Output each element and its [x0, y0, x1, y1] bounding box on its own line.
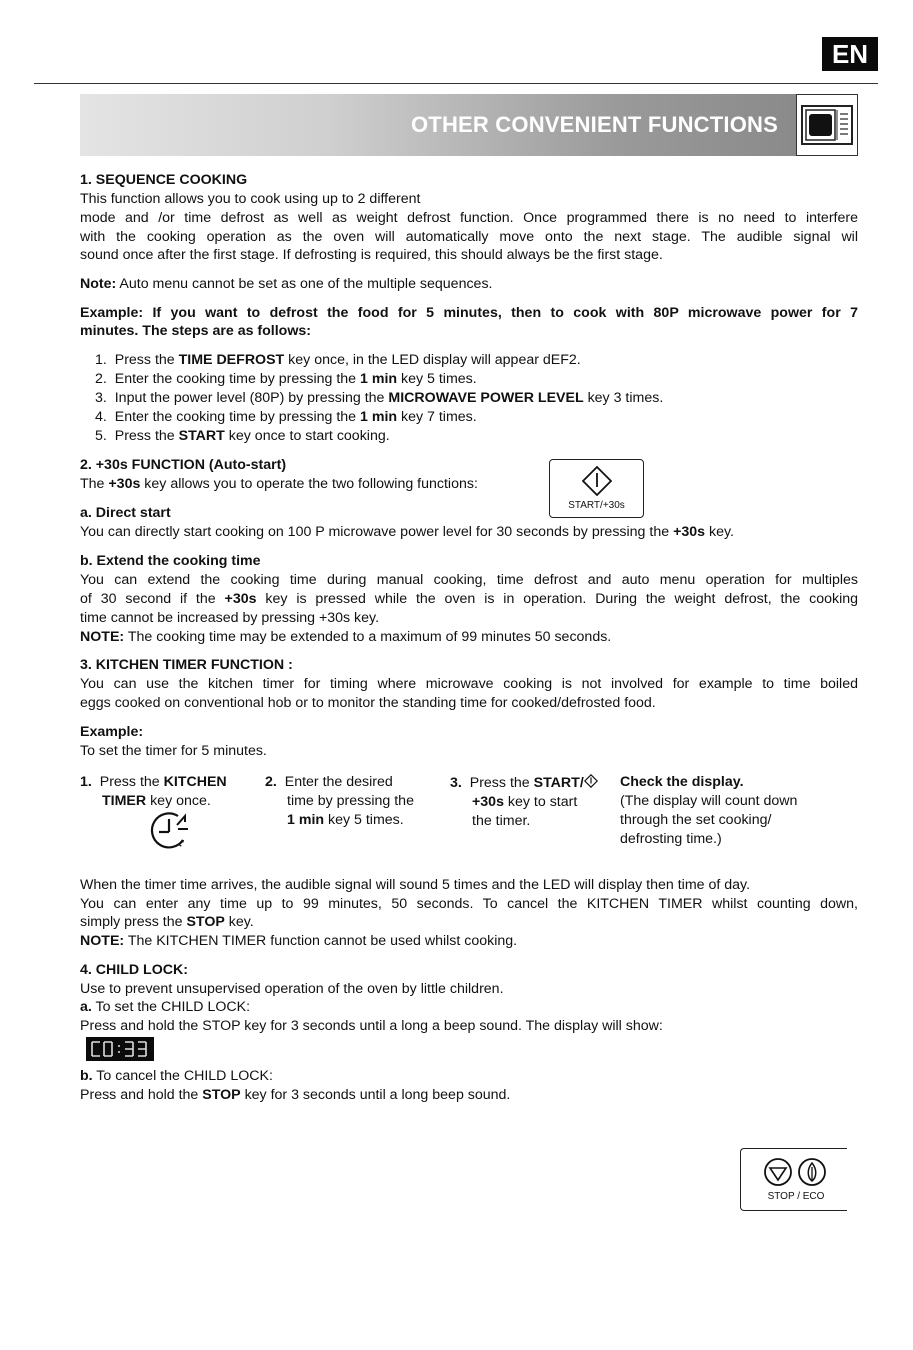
paragraph-line: You can enter any time up to 99 minutes, 50 seconds. To cancel the KITCHEN TIMER whilst counting down, — [80, 896, 858, 912]
paragraph-line: When the timer time arrives, the audible signal will sound 5 times and the LED will display then time of day. — [80, 877, 751, 893]
paragraph-line: mode and /or time defrost as well as weight defrost function. Once programmed there is no need to interfere — [80, 210, 858, 226]
paragraph-line: Use to prevent unsupervised operation of the oven by little children. — [80, 981, 504, 997]
paragraph-line: simply press the STOP key. — [80, 914, 254, 930]
header-rule — [34, 83, 878, 84]
stop-eco-key-illustration — [740, 1148, 847, 1211]
list-item: 4. Enter the cooking time by pressing the 1 min key 7 times. — [95, 409, 477, 425]
language-badge: EN — [822, 37, 878, 71]
paragraph-line: of 30 second if the +30s key is pressed while the oven is in operation. During the weight defrost, the cooking — [80, 591, 858, 607]
paragraph-line: with the cooking operation as the oven will automatically move onto the next stage. The audible signal wil — [80, 229, 858, 245]
paragraph-line: You can extend the cooking time during manual cooking, time defrost and auto menu operation for multiples — [80, 572, 858, 588]
start-diamond-icon — [582, 466, 612, 496]
list-item: 2. Enter the cooking time by pressing the 1 min key 5 times. — [95, 371, 477, 387]
paragraph-line: time cannot be increased by pressing +30s key. — [80, 610, 380, 626]
microwave-oven-icon — [796, 94, 858, 156]
check-display-note: Check the display. (The display will count down through the set cooking/ defrosting time.) — [620, 774, 798, 847]
paragraph-line: eggs cooked on conventional hob or to monitor the standing time for cooked/defrosted food. — [80, 695, 656, 711]
note: Note: Auto menu cannot be set as one of the multiple sequences. — [80, 276, 493, 292]
start-key-label: START/+30s — [568, 500, 625, 511]
paragraph-line: b. To cancel the CHILD LOCK: — [80, 1068, 273, 1084]
paragraph-line: The +30s key allows you to operate the two following functions: — [80, 476, 478, 492]
start-diamond-icon — [584, 774, 598, 788]
paragraph-line: Press and hold the STOP key for 3 seconds until a long a beep sound. The display will show: — [80, 1018, 663, 1034]
eco-icon — [797, 1157, 827, 1187]
section-heading-sequence-cooking: 1. SEQUENCE COOKING — [80, 172, 248, 188]
example-heading: Example: If you want to defrost the food for 5 minutes, then to cook with 80P microwave power for 7 — [80, 305, 858, 321]
paragraph-line: To set the timer for 5 minutes. — [80, 743, 267, 759]
paragraph-line: You can directly start cooking on 100 P microwave power level for 30 seconds by pressing the +30s key. — [80, 524, 734, 540]
note: NOTE: The KITCHEN TIMER function cannot be used whilst cooking. — [80, 933, 518, 949]
paragraph-line: a. To set the CHILD LOCK: — [80, 999, 251, 1015]
stop-icon — [763, 1157, 793, 1187]
stop-eco-key-label: STOP / ECO — [767, 1191, 825, 1202]
section-heading-30s-function: 2. +30s FUNCTION (Auto-start) — [80, 457, 287, 473]
section-heading-kitchen-timer: 3. KITCHEN TIMER FUNCTION : — [80, 657, 293, 673]
example-label: Example: — [80, 724, 144, 740]
list-item: 3. Input the power level (80P) by pressing the MICROWAVE POWER LEVEL key 3 times. — [95, 390, 664, 406]
start-30s-key-illustration — [549, 459, 644, 518]
timer-step-2: 2. Enter the desired time by pressing the 1 min key 5 times. — [265, 774, 414, 828]
note: NOTE: The cooking time may be extended to a maximum of 99 minutes 50 seconds. — [80, 629, 612, 645]
child-lock-led-display — [86, 1037, 154, 1061]
title-banner — [80, 94, 796, 156]
timer-step-3: 3. Press the START/ +30s key to start the timer. — [450, 774, 598, 831]
example-heading: minutes. The steps are as follows: — [80, 323, 312, 339]
kitchen-timer-icon — [148, 810, 194, 854]
paragraph-line: sound once after the first stage. If defrosting is required, this should always be the first stage. — [80, 247, 663, 263]
subheading-extend-time: b. Extend the cooking time — [80, 553, 261, 569]
timer-step-1: 1. Press the KITCHEN TIMER key once. — [80, 774, 227, 809]
list-item: 5. Press the START key once to start cooking. — [95, 428, 390, 444]
section-heading-child-lock: 4. CHILD LOCK: — [80, 962, 188, 978]
page-title: OTHER CONVENIENT FUNCTIONS — [411, 112, 778, 137]
paragraph-line: Press and hold the STOP key for 3 seconds until a long beep sound. — [80, 1087, 511, 1103]
list-item: 1. Press the TIME DEFROST key once, in the LED display will appear dEF2. — [95, 352, 581, 368]
paragraph-line: This function allows you to cook using up to 2 different — [80, 191, 421, 207]
subheading-direct-start: a. Direct start — [80, 505, 171, 521]
paragraph-line: You can use the kitchen timer for timing where microwave cooking is not involved for example to time boiled — [80, 676, 858, 692]
